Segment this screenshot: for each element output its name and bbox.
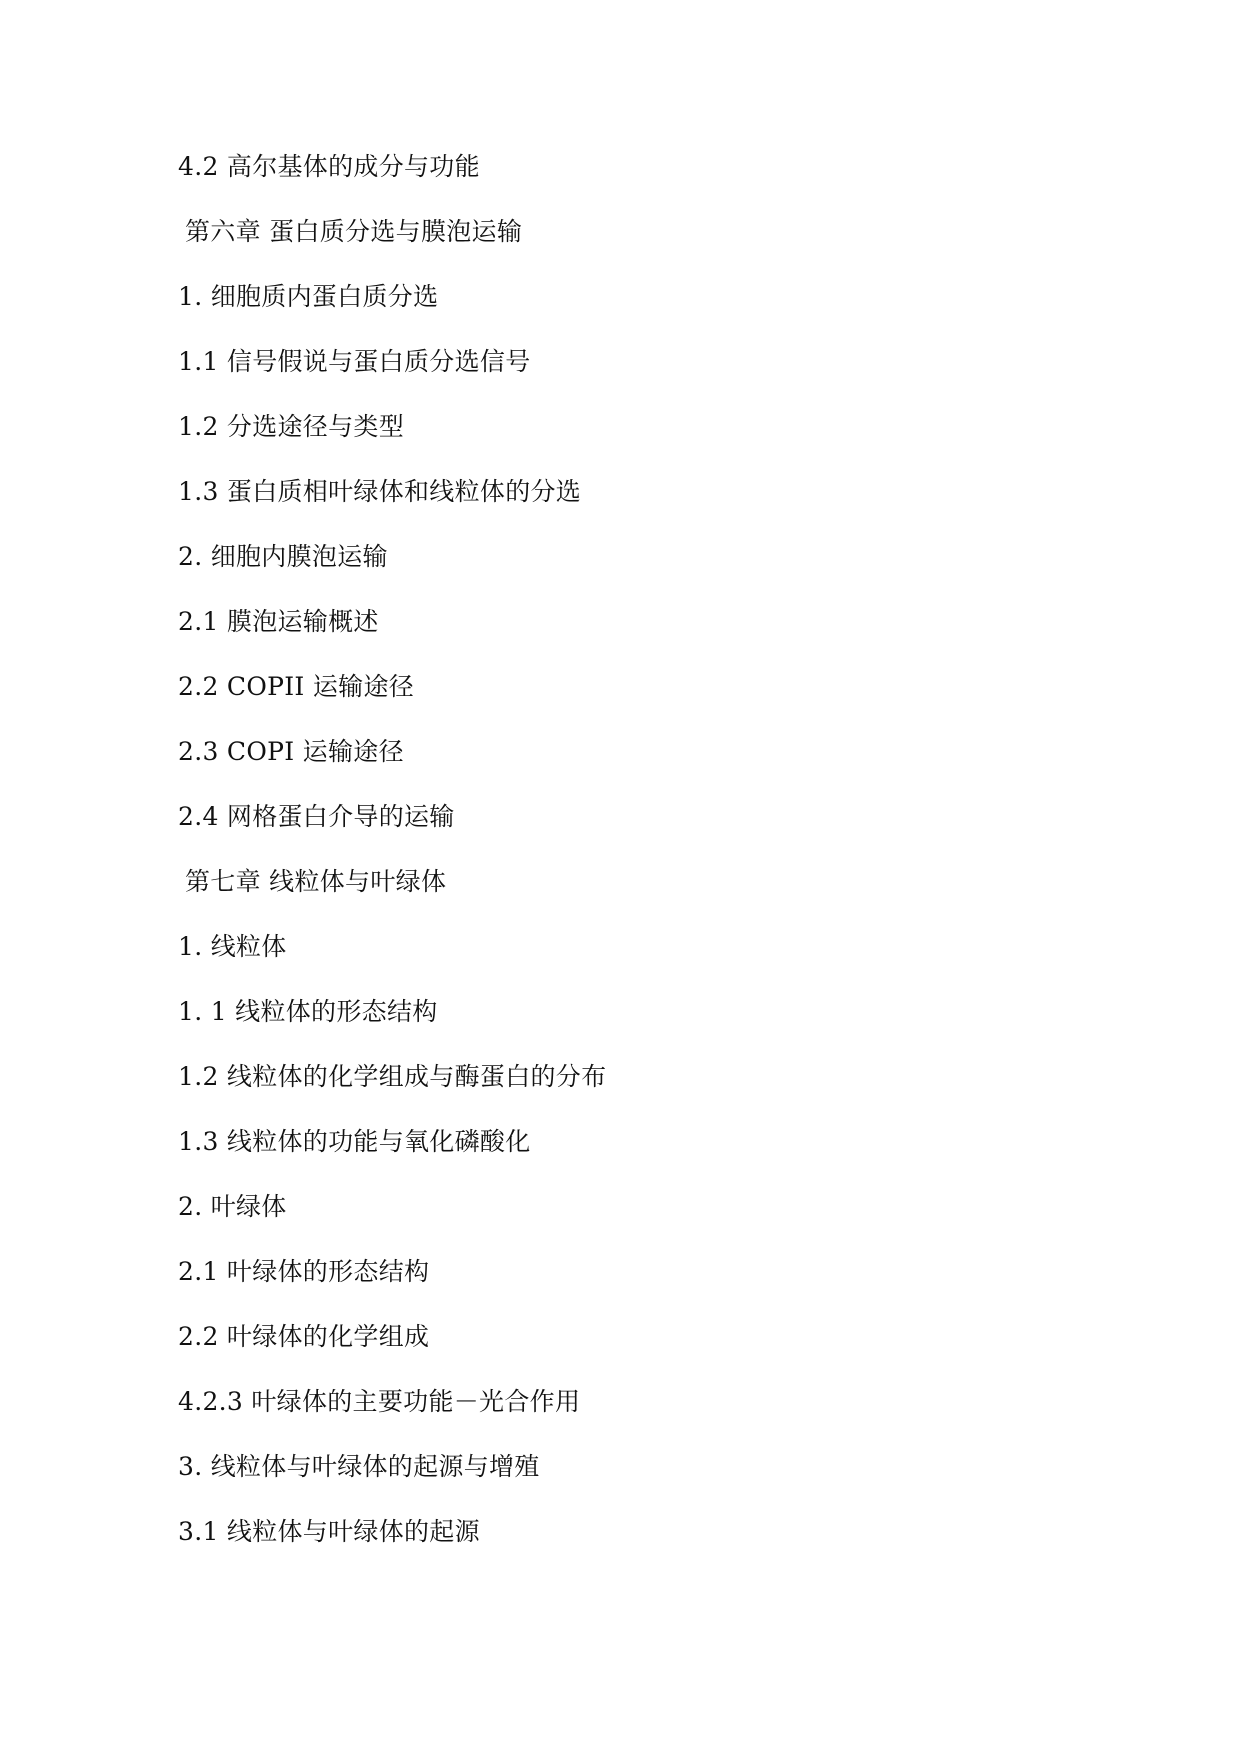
outline-line-3-1: 3.1 线粒体与叶绿体的起源: [178, 1517, 480, 1546]
outline-line-1-2-mito: 1.2 线粒体的化学组成与酶蛋白的分布: [178, 1062, 607, 1091]
outline-line-1-1: 1.1 信号假说与蛋白质分选信号: [178, 347, 531, 376]
outline-line-1-mito: 1. 线粒体: [178, 932, 287, 961]
outline-line-2-1: 2.1 膜泡运输概述: [178, 607, 379, 636]
outline-line-4-2: 4.2 高尔基体的成分与功能: [178, 152, 480, 181]
document-outline: [178, 146, 1178, 1576]
outline-line-2-2: 2.2 COPII 运输途径: [178, 672, 415, 701]
outline-line-1-3: 1.3 蛋白质相叶绿体和线粒体的分选: [178, 477, 582, 506]
outline-line-2-3: 2.3 COPI 运输途径: [178, 737, 404, 766]
outline-line-2-chloro: 2. 叶绿体: [178, 1192, 287, 1221]
outline-line-2: 2. 细胞内膜泡运输: [178, 542, 388, 571]
outline-line-1-3-mito: 1.3 线粒体的功能与氧化磷酸化: [178, 1127, 531, 1156]
outline-line-4-2-3: 4.2.3 叶绿体的主要功能－光合作用: [178, 1387, 581, 1416]
outline-line-1-1-mito: 1. 1 线粒体的形态结构: [178, 997, 438, 1026]
outline-line-2-4: 2.4 网格蛋白介导的运输: [178, 802, 455, 831]
outline-line-3: 3. 线粒体与叶绿体的起源与增殖: [178, 1452, 540, 1481]
chapter-heading-6: 第六章 蛋白质分选与膜泡运输: [185, 217, 523, 246]
outline-line-1: 1. 细胞质内蛋白质分选: [178, 282, 439, 311]
outline-line-2-2-chloro: 2.2 叶绿体的化学组成: [178, 1322, 430, 1351]
chapter-heading-7: 第七章 线粒体与叶绿体: [185, 867, 447, 896]
outline-line-2-1-chloro: 2.1 叶绿体的形态结构: [178, 1257, 430, 1286]
outline-line-1-2: 1.2 分选途径与类型: [178, 412, 405, 441]
